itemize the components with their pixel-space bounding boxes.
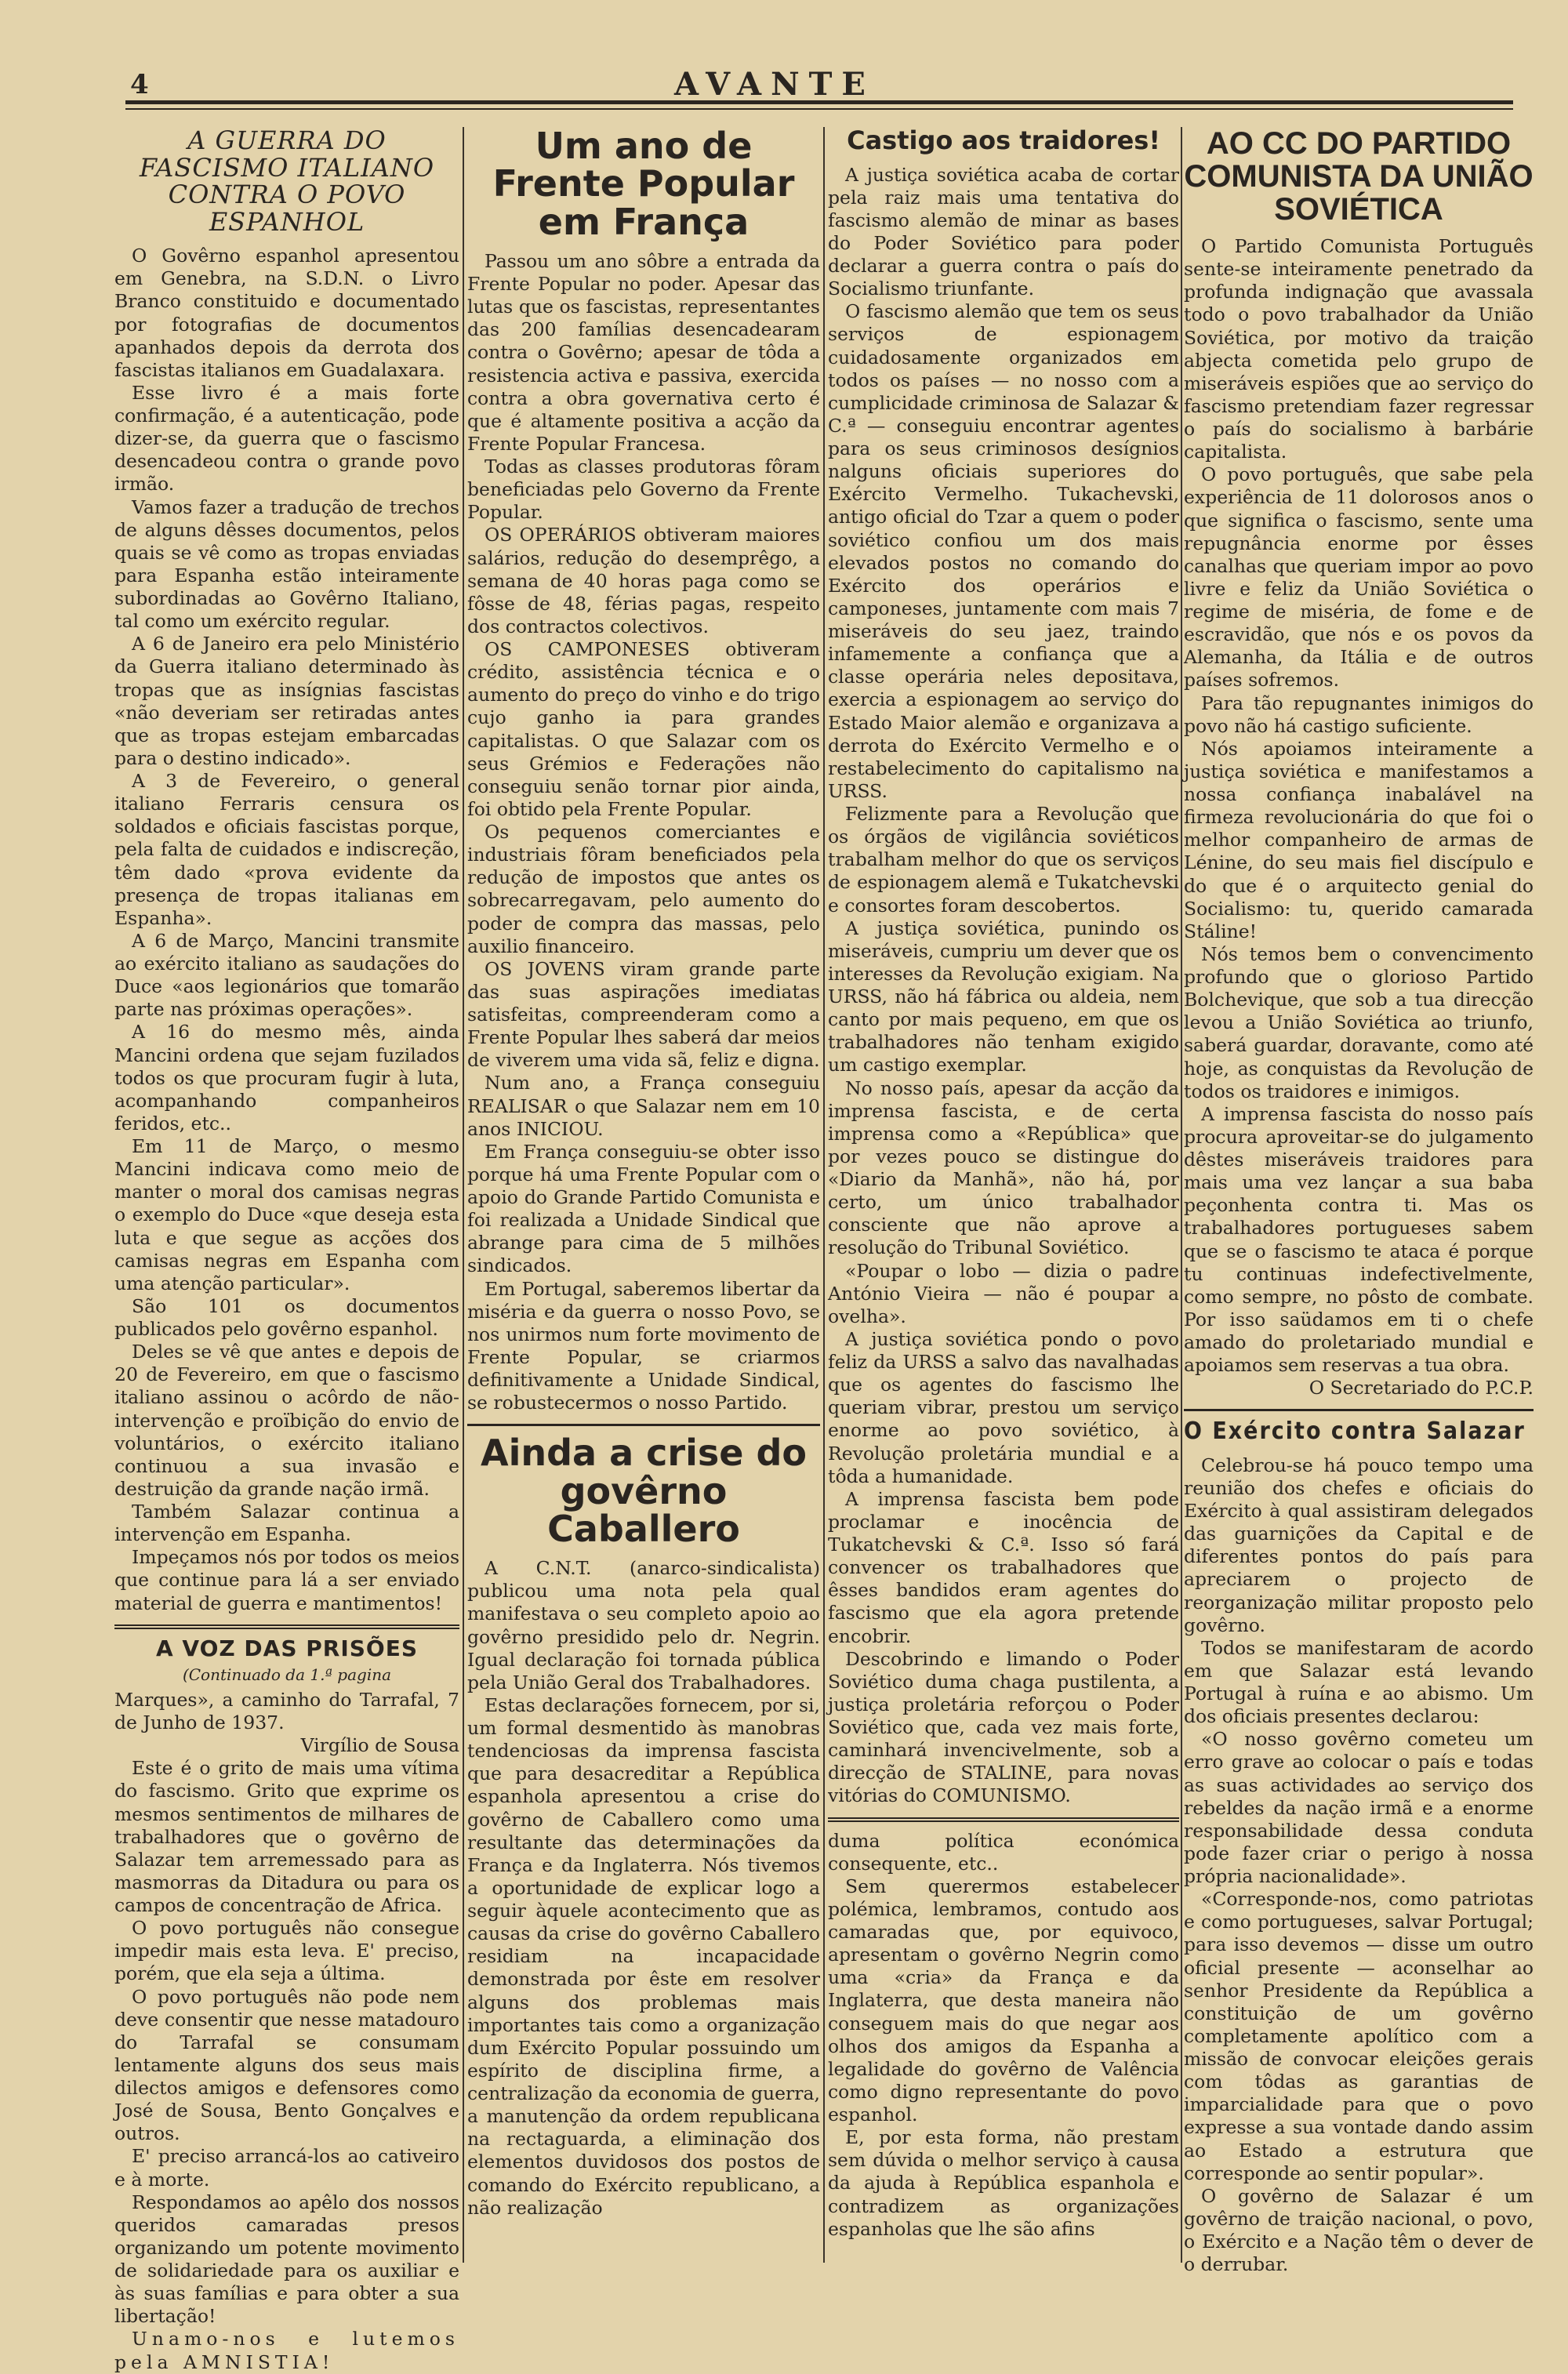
paragraph: O Govêrno espanhol apresentou em Genebra, na S.D.N. o Livro Branco constituido e documentado por fotografias de documentos apanhados depois da derrota dos fascistas italianos em Guadalaxara. bbox=[114, 245, 459, 381]
paragraph: «Poupar o lobo — dizia o padre António Vieira — não é poupar a ovelha». bbox=[828, 1259, 1179, 1327]
article-voz-das-prisoes bbox=[114, 1637, 459, 2374]
paragraph: O fascismo alemão que tem os seus serviços de espionagem cuidadosamente organizados em todos os países — no nosso com a cumplicidade criminosa de Salazar & C.ª — conseguiu encontrar agentes para os seus criminosos desígnios nalguns oficiais superiores do Exército Vermelho. Tukachevski, antigo oficial do Tzar a quem o poder soviético confiou um dos mais elevados postos no comando do Exército dos operários e camponeses, juntamente com mais 7 miseráveis do seu jaez, traindo infamemente a confiança que a classe operária neles depositava, exercia a espionagem ao serviço do Estado Maior alemão e organizava a derrota do Exército Vermelho e o restabelecimento do capitalismo na URSS. bbox=[828, 300, 1179, 802]
paragraph: A justiça soviética pondo o povo feliz da URSS a salvo das navalhadas que os agentes do fascismo lhe queriam vibrar, prestou um serviço enorme ao povo soviético, à Revolução proletária mundial e a tôda a humanidade. bbox=[828, 1327, 1179, 1487]
paragraph: Estas declarações fornecem, por si, um formal desmentido às manobras tendenciosas da imprensa fascista que para desacreditar a República espanhola apresentou a crise do govêrno de Caballero como uma resultante das determinações da França e da Inglaterra. Nós tivemos a oportunidade de explicar logo a seguir àquele acontecimento que as causas da crise do govêrno Caballero residiam na incapacidade demonstrada por êste em resolver alguns dos problemas mais importantes tais como a organização dum Exército Popular possuindo um espírito de disciplina firme, a centralização da economia de guerra, a manutenção da ordem republicana na rectaguarda, a eliminação dos elementos duvidosos dos postos de comando do Exército republicano, a não realização bbox=[467, 1693, 820, 2219]
signature: O Secretariado do P.C.P. bbox=[1308, 1377, 1534, 1399]
paragraph: Num ano, a França conseguiu REALISAR o que Salazar nem em 10 anos INICIOU. bbox=[467, 1072, 820, 1140]
paragraph: A imprensa fascista do nosso país procura aproveitar-se do julgamento dêstes miseráveis traidores para mais uma vez lançar a sua baba peçonhenta contra ti. Mas os trabalhadores portugueses sabem que se o fascismo te ataca é porque tu continuas indefectivelmente, como sempre, no pôsto de combate. Por isso saüdamos em ti o chefe amado do proletariado mundial e apoiamos sem reservas a tua obra. bbox=[1184, 1102, 1534, 1377]
masthead: AVANTE bbox=[674, 66, 875, 103]
article-headline: O Exército contra Salazar bbox=[1184, 1418, 1526, 1446]
article-body bbox=[1184, 235, 1534, 1399]
paragraph: OS CAMPONESES obtiveram crédito, assistência técnica e o aumento do preço do vinho e do trigo cujo ganho ia para grandes capitalistas. O que Salazar com os seus Grémios e Federações não conseguiu senão tornar pior ainda, foi obtido pela Frente Popular. bbox=[467, 638, 820, 820]
paragraph: Impeçamos nós por todos os meios que continue para lá a ser enviado material de guerra e mantimentos! bbox=[114, 1546, 459, 1614]
paragraph: Esse livro é a mais forte confirmação, é a autenticação, pode dizer-se, da guerra que o fascismo desencadeou contra o grande povo irmão. bbox=[114, 381, 459, 495]
article-headline: Um ano de Frente Popular em França bbox=[492, 125, 795, 243]
paragraph: Respondamos ao apêlo dos nossos queridos camaradas presos organizando um potente movimento de solidariedade para os auxiliar e às suas famílias e para obter a sua libertação! bbox=[114, 2191, 459, 2328]
page-number: 4 bbox=[130, 69, 149, 100]
column-divider bbox=[1181, 127, 1182, 2263]
header-rule-thin bbox=[125, 108, 1513, 110]
article-body bbox=[467, 250, 820, 1414]
article-caballero-continuation bbox=[828, 1830, 1179, 2241]
article-body bbox=[114, 1689, 459, 2374]
continuation-note: (Continuado da 1.ª pagina bbox=[182, 1664, 392, 1684]
column-1 bbox=[114, 125, 459, 2373]
paragraph: São 101 os documentos publicados pelo govêrno espanhol. bbox=[114, 1294, 459, 1341]
paragraph: A 16 do mesmo mês, ainda Mancini ordena que sejam fuzilados todos os que procuram fugir à luta, acompanhando companheiros feridos, etc.. bbox=[114, 1021, 459, 1134]
article-separator bbox=[114, 1624, 459, 1629]
article-guerra-fascismo-italiano bbox=[114, 127, 459, 1615]
paragraph: A C.N.T. (anarco-sindicalista) publicou uma nota pela qual manifestava o seu completo apoio ao govêrno presidido pelo dr. Negrin. Igual declaração foi tornada pública pela União Geral dos Trabalhadores. bbox=[467, 1557, 820, 1693]
article-body bbox=[114, 245, 459, 1615]
article-crise-caballero bbox=[467, 1434, 820, 2220]
paragraph: O povo português não consegue impedir mais esta leva. E' preciso, porém, que ela seja a última. bbox=[114, 1917, 459, 1985]
column-3 bbox=[828, 127, 1179, 2263]
article-exercito-contra-salazar bbox=[1184, 1419, 1534, 2276]
paragraph: «Corresponde-nos, como patriotas e como portugueses, salvar Portugal; para isso devemos — disse um outro oficial presente — aconselhar ao senhor Presidente da República a constituição de um govêrno completamente apolítico com a missão de convocar eleições gerais com tôdas as garantias de imparcialidade para que o povo expresse a sua vontade dando assim ao Estado a estrutura que corresponde ao sentir popular». bbox=[1184, 1888, 1534, 2184]
article-separator bbox=[467, 1424, 820, 1426]
paragraph: A justiça soviética acaba de cortar pela raiz mais uma tentativa do fascismo alemão de minar as bases do Poder Soviético para poder declarar a guerra contra o país do Socialismo triunfante. bbox=[828, 163, 1179, 300]
paragraph: Vamos fazer a tradução de trechos de alguns dêsses documentos, pelos quais se vê como as tropas enviadas para Espanha estão inteiramente subordinadas ao Govêrno Italiano, tal como um exército regular. bbox=[114, 495, 459, 633]
closing-line: Unamo-nos e lutemos pela AMNISTIA! bbox=[114, 2328, 459, 2373]
paragraph: Descobrindo e limando o Poder Soviético duma chaga pustilenta, a justiça proletária reforçou o Poder Soviético que, cada vez mais forte, caminhará invencivelmente, sob a direcção de STALINE, para novas vitórias do COMUNISMO. bbox=[828, 1647, 1179, 1807]
paragraph: No nosso país, apesar da acção da imprensa fascista, e de certa imprensa como a «República» que por vezes pouco se distingue do «Diario da Manhã», não há, por certo, um único trabalhador consciente que não aprove a resolução do Tribunal Soviético. bbox=[828, 1076, 1179, 1259]
column-divider bbox=[463, 127, 464, 2263]
article-headline: AO CC DO PARTIDO COMUNISTA DA UNIÃO SOVIÉTICA bbox=[1184, 126, 1534, 227]
article-separator bbox=[1184, 1409, 1534, 1411]
article-headline: A VOZ DAS PRISÕES bbox=[155, 1635, 419, 1661]
article-body bbox=[1184, 1454, 1534, 2277]
article-cc-partido-comunista bbox=[1184, 127, 1534, 1399]
paragraph: Para tão repugnantes inimigos do povo não há castigo suficiente. bbox=[1184, 692, 1534, 737]
article-headline: Ainda a crise do govêrno Caballero bbox=[481, 1432, 807, 1550]
paragraph: OS JOVENS viram grande parte das suas aspirações imediatas satisfeitas, compreenderam como a Frente Popular lhes saberá dar meios de viverem uma vida sã, feliz e digna. bbox=[467, 957, 820, 1072]
paragraph: Nós temos bem o convencimento profundo que o glorioso Partido Bolchevique, que sob a tua direcção levou a União Soviética ao triunfo, saberá guardar, doravante, como até hoje, as conquistas da Revolução de todos os traidores e inimigos. bbox=[1184, 942, 1534, 1102]
article-separator bbox=[828, 1817, 1179, 1822]
article-headline: Castigo aos traidores! bbox=[847, 125, 1160, 155]
paragraph: Celebrou-se há pouco tempo uma reunião dos chefes e oficiais do Exército à qual assistiram delegados das guarnições da Capital e de diferentes pontos do país para apreciarem o projecto de reorganização militar proposto pelo govêrno. bbox=[1184, 1454, 1534, 1636]
article-body bbox=[828, 164, 1179, 1808]
paragraph: O povo português não pode nem deve consentir que nesse matadouro do Tarrafal se consumam lentamente alguns dos seus mais dilectos amigos e defensores como José de Sousa, Bento Gonçalves e outros. bbox=[114, 1985, 459, 2145]
paragraph: Sem querermos estabelecer polémica, lembramos, contudo aos camaradas que, por equivoco, apresentam o govêrno Negrin como uma «cria» da França e da Inglaterra, que desta maneira não conseguem mais do que negar aos olhos dos amigos da Espanha a legalidade do govêrno de Valência como digno representante do povo espanhol. bbox=[828, 1875, 1179, 2126]
paragraph: A imprensa fascista bem pode proclamar e inocência de Tukatchevski & C.ª. Isso só fará convencer os trabalhadores que êsses bandidos eram agentes do fascismo que ela agora pretende encobrir. bbox=[828, 1487, 1179, 1647]
paragraph: A 3 de Fevereiro, o general italiano Ferraris censura os soldados e oficiais fascistas porque, pela falta de cuidados e indiscreção, têm dado «prova evidente da presença de tropas italianas em Espanha». bbox=[114, 770, 459, 929]
paragraph: Os pequenos comerciantes e industriais fôram beneficiados pela redução de impostos que antes os sobrecarregavam, pelo aumento do poder de compra das massas, pelo auxilio financeiro. bbox=[467, 821, 820, 957]
paragraph: Este é o grito de mais uma vítima do fascismo. Grito que exprime os mesmos sentimentos de milhares de trabalhadores que o govêrno de Salazar tem arremessado para as masmorras da Ditadura ou para os campos de concentração de Africa. bbox=[114, 1757, 459, 1917]
paragraph: Felizmente para a Revolução que os órgãos de vigilância soviéticos trabalham melhor do que os serviços de espionagem alemã e Tukatchevski e consortes foram descobertos. bbox=[828, 803, 1179, 917]
article-castigo-traidores bbox=[828, 127, 1179, 1808]
paragraph: Também Salazar continua a intervenção em Espanha. bbox=[114, 1501, 459, 1546]
paragraph: duma política económica consequente, etc.. bbox=[828, 1829, 1179, 1875]
paragraph: E, por esta forma, não prestam sem dúvida o melhor serviço à causa da ajuda à República espanhola e contradizem as organizações espanholas que lhe são afins bbox=[828, 2126, 1179, 2240]
paragraph: Em França conseguiu-se obter isso porque há uma Frente Popular com o apoio do Grande Partido Comunista e foi realizada a Unidade Sindical que abrange para cima de 5 milhões sindicados. bbox=[467, 1140, 820, 1277]
paragraph: Em Portugal, saberemos libertar da miséria e da guerra o nosso Povo, se nos unirmos num forte movimento de Frente Popular, se criarmos definitivamente a Unidade Sindical, se robustecermos o nosso Partido. bbox=[467, 1277, 820, 1414]
article-body bbox=[467, 1557, 820, 2220]
header-rule bbox=[125, 100, 1513, 104]
paragraph: O povo português, que sabe pela experiência de 11 dolorosos anos o que significa o fascismo, sente uma repugnância enorme por êsses canalhas que queriam impor ao povo livre e feliz da União Soviética o regime de miséria, de fome e de escravidão, que nós e os povos da Alemanha, da Itália e de outros países sofremos. bbox=[1184, 463, 1534, 692]
paragraph: A justiça soviética, punindo os miseráveis, cumpriu um dever que os interesses da Revolução exigiam. Na URSS, não há fábrica ou aldeia, nem canto por mais pequeno, em que os trabalhadores não tenham exigido um castigo exemplar. bbox=[828, 917, 1179, 1076]
article-headline: A GUERRA DO FASCISMO ITALIANO CONTRA O POVO ESPANHOL bbox=[139, 125, 435, 237]
column-4 bbox=[1184, 126, 1534, 2276]
paragraph: A 6 de Março, Mancini transmite ao exército italiano as saudações do Duce «aos legionários que tomarão parte nas próximas operações». bbox=[114, 929, 459, 1021]
paragraph: «O nosso govêrno cometeu um erro grave ao colocar o país e todas as suas actividades ao serviço dos rebeldes da nação irmã e a enorme responsabilidade dessa conduta pode fazer criar o perigo à nossa própria nacionalidade». bbox=[1184, 1728, 1534, 1888]
paragraph: Passou um ano sôbre a entrada da Frente Popular no poder. Apesar das lutas que os fascistas, representantes das 200 famílias desencadearam contra o Govêrno; apesar de tôda a resistencia activa e passiva, exercida contra a obra governativa certo é que é altamente positiva a acção da Frente Popular Francesa. bbox=[467, 249, 820, 455]
column-divider bbox=[823, 127, 825, 2263]
column-2 bbox=[467, 127, 820, 2263]
dateline: Marques», a caminho do Tarrafal, 7 de Junho de 1937. bbox=[114, 1688, 459, 1734]
paragraph: Em 11 de Março, o mesmo Mancini indicava como meio de manter o moral dos camisas negras o exemplo do Duce «que deseja esta luta e que segue as acções dos camisas negras em Espanha com uma atenção particular». bbox=[114, 1135, 459, 1294]
paragraph: O Partido Comunista Português sente-se inteiramente penetrado da profunda indignação que avassala todo o povo trabalhador da União Soviética, por motivo da traição abjecta cometida pelo grupo de miseráveis espiões que ao serviço do fascismo pretendiam fazer regressar o país do socialismo à barbárie capitalista. bbox=[1184, 235, 1534, 463]
paragraph: OS OPERÁRIOS obtiveram maiores salários, redução do desemprêgo, a semana de 40 horas paga como se fôsse de 48, férias pagas, respeito dos contractos colectivos. bbox=[467, 524, 820, 637]
paragraph: Todas as classes produtoras fôram beneficiadas pelo Governo da Frente Popular. bbox=[467, 456, 820, 524]
paragraph: Deles se vê que antes e depois de 20 de Fevereiro, em que o fascismo italiano assinou o acôrdo de não-intervenção e proïbição do envio de voluntários, o exército italiano continuou a sua invasão e destruição da grande nação irmã. bbox=[114, 1341, 459, 1500]
paragraph: E' preciso arrancá-los ao cativeiro e à morte. bbox=[114, 2145, 459, 2191]
paragraph: Todos se manifestaram de acordo em que Salazar está levando Portugal à ruína e ao abismo. Um dos oficiais presentes declarou: bbox=[1184, 1636, 1534, 1728]
paragraph: Nós apoiamos inteiramente a justiça soviética e manifestamos a nossa confiança inabalável na firmeza revolucionária do que foi o melhor companheiro de armas de Lénine, do seu mais fiel discípulo e do que é o arquitecto genial do Socialismo: tu, querido camarada Stáline! bbox=[1184, 737, 1534, 942]
article-body bbox=[828, 1830, 1179, 2241]
article-frente-popular-franca bbox=[467, 127, 820, 1414]
paragraph: O govêrno de Salazar é um govêrno de traição nacional, o povo, o Exército e a Nação têm o dever de o derrubar. bbox=[1184, 2184, 1534, 2276]
paragraph: A 6 de Janeiro era pelo Ministério da Guerra italiano determinado às tropas que as insígnias fascistas «não deveriam ser retiradas antes que as tropas estejam embarcadas para o destino indicado». bbox=[114, 633, 459, 769]
signature: Virgílio de Sousa bbox=[300, 1734, 459, 1757]
